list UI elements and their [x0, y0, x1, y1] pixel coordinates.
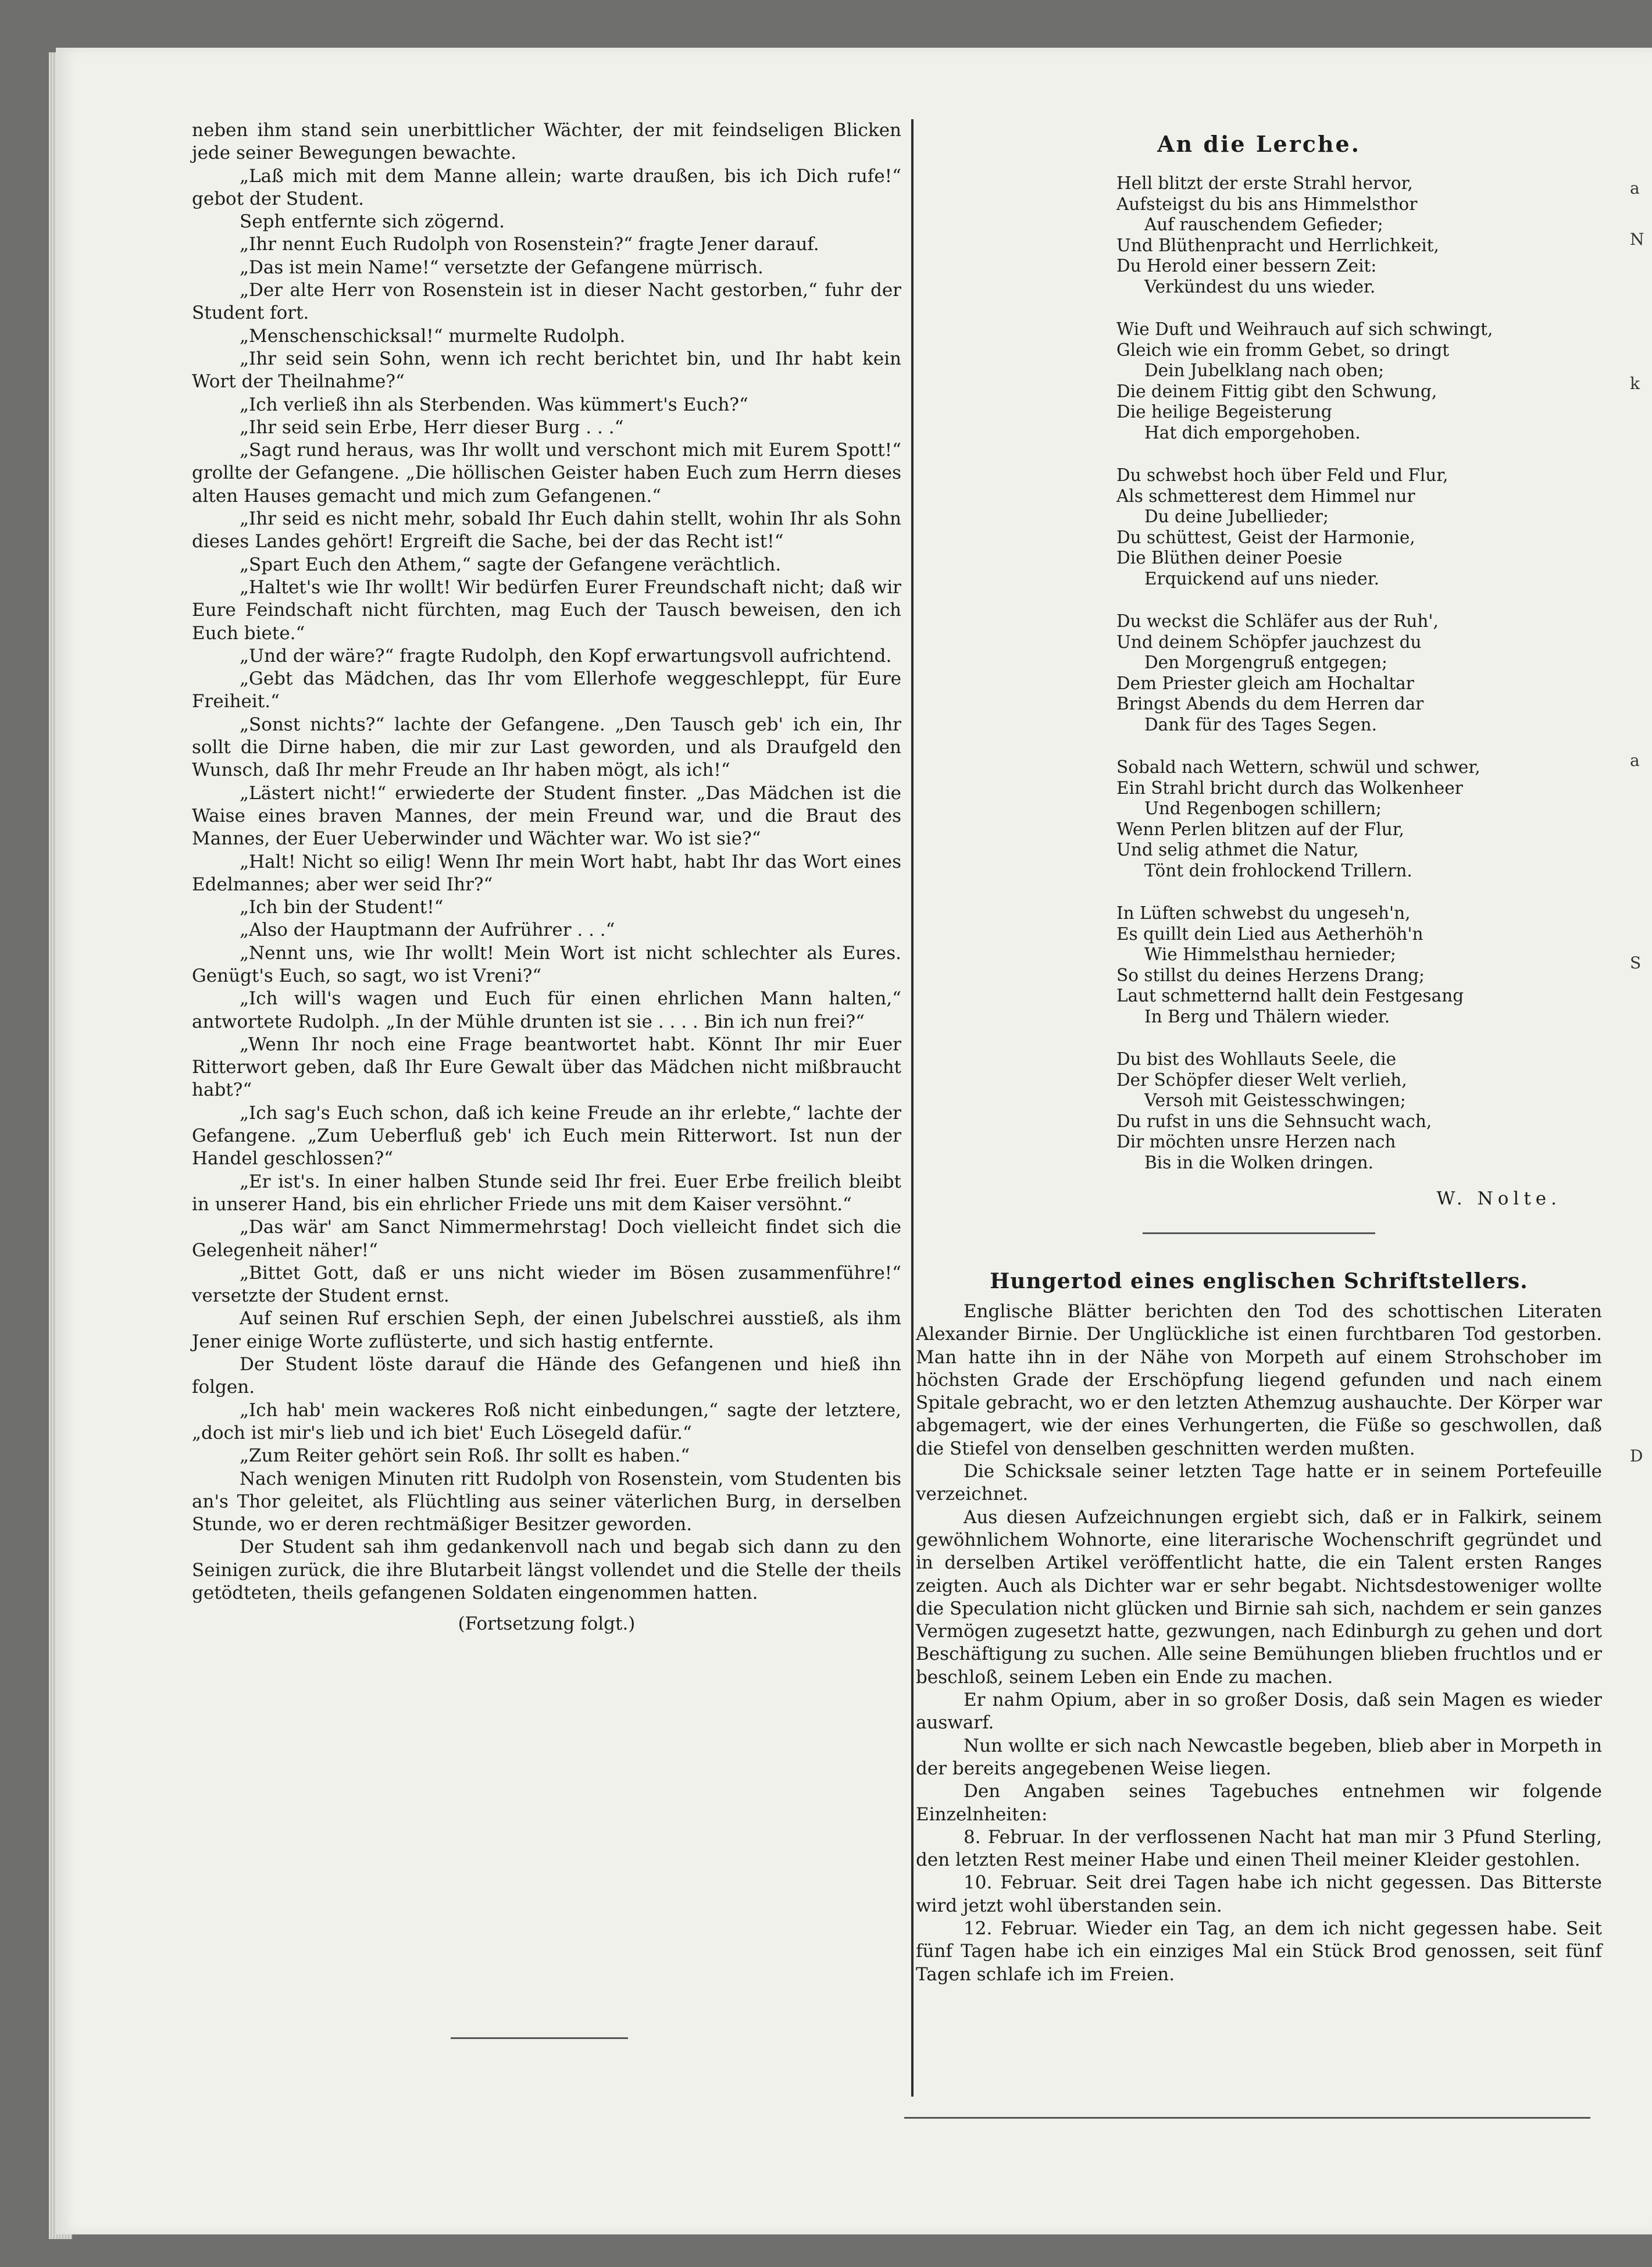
fragment-letter: S [1630, 953, 1642, 972]
poem-verse: Und Regenbogen schillern; [1144, 799, 1382, 818]
poem-stanza [1116, 757, 1602, 881]
poem-verse: Dem Priester gleich am Hochaltar [1116, 673, 1414, 693]
poem-verse: Und Blüthenpracht und Herrlichkeit, [1116, 235, 1439, 255]
poem-verse: Wie Himmelsthau hernieder; [1144, 944, 1396, 964]
poem-stanza [1116, 1049, 1602, 1173]
poem-verse: Du deine Jubellieder; [1144, 507, 1329, 526]
poem-verse: Aufsteigst du bis ans Himmelsthor [1116, 194, 1418, 214]
story-paragraph: „Sagt rund heraus, was Ihr wollt und verschont mich mit Eurem Spott!“ grollte der Gefangene. „Die höllischen Geister haben Euch zum Herrn dieses alten Hauses gemacht und mich zum Gefangenen.“ [192, 440, 901, 507]
story-paragraph: „Ich hab' mein wackeres Roß nicht einbedungen,“ sagte der letztere, „doch ist mir's lieb und ich biet' Euch Lösegeld dafür.“ [192, 1399, 901, 1443]
article-paragraph: Die Schicksale seiner letzten Tage hatte er in seinem Portefeuille verzeichnet. [916, 1461, 1602, 1505]
story-paragraph: „Laß mich mit dem Manne allein; warte draußen, bis ich Dich rufe!“ gebot der Student. [192, 165, 901, 209]
fragment-letter: a [1630, 751, 1640, 770]
poem-verse: Tönt dein frohlockend Trillern. [1144, 860, 1412, 881]
fragment-letter: D [1630, 1446, 1643, 1466]
story-paragraph: „Das ist mein Name!“ versetzte der Gefangene mürrisch. [240, 256, 763, 278]
continued-note: (Fortsetzung folgt.) [458, 1613, 636, 1635]
story-paragraph: „Ich bin der Student!“ [240, 897, 444, 918]
story-paragraph: Der Student sah ihm gedankenvoll nach und begab sich dann zu den Seinigen zurück, die ihre Blutarbeit längst vollendet und die Stelle der theils getödteten, theils gefangenen Soldaten eingenommen hatten. [192, 1537, 901, 1603]
story-paragraph: „Lästert nicht!“ erwiederte der Student finster. „Das Mädchen ist die Waise eines braven Mannes, der mein Freund war, und die Braut des Mannes, der Euer Ueberwinder und Wächter war. Wo ist sie?“ [192, 782, 901, 850]
poem-verse: Du weckst die Schläfer aus der Ruh', [1116, 611, 1439, 631]
story-paragraph: „Bittet Gott, daß er uns nicht wieder im Bösen zusammenführe!“ versetzte der Student ernst. [192, 1262, 901, 1307]
poem-verse: Du Herold einer bessern Zeit: [1116, 256, 1377, 276]
poem-verse: Dank für des Tages Segen. [1144, 714, 1377, 735]
story-paragraph: „Spart Euch den Athem,“ sagte der Gefangene verächtlich. [240, 554, 782, 575]
right-column [916, 131, 1602, 1986]
poem-verse: Versoh mit Geistesschwingen; [1144, 1090, 1406, 1110]
poem-verse: Du bist des Wohllauts Seele, die [1116, 1049, 1397, 1069]
story-paragraph: „Der alte Herr von Rosenstein ist in dieser Nacht gestorben,“ fuhr der Student fort. [192, 280, 901, 324]
poem-verse: Ein Strahl bricht durch das Wolkenheer [1116, 778, 1463, 798]
story-paragraph: „Gebt das Mädchen, das Ihr vom Ellerhofe weggeschleppt, für Eure Freiheit.“ [192, 668, 901, 712]
story-paragraph: „Ihr nennt Euch Rudolph von Rosenstein?“ fragte Jener darauf. [240, 234, 819, 255]
poem-verse: In Lüften schwebst du ungeseh'n, [1116, 903, 1411, 923]
story-paragraph: Auf seinen Ruf erschien Seph, der einen Jubelschrei ausstieß, als ihm Jener einige Worte zuflüsterte, und sich hastig entfernte. [192, 1308, 901, 1352]
left-column [192, 119, 901, 1636]
story-paragraph: „Nennt uns, wie Ihr wollt! Mein Wort ist nicht schlechter als Eures. Genügt's Euch, so sagt, wo ist Vreni?“ [192, 942, 901, 986]
article-paragraph: Aus diesen Aufzeichnungen ergiebt sich, daß er in Falkirk, seinem gewöhnlichem Wohnorte, eine literarische Wochenschrift gegründet und in derselben Artikel veröffentlicht hatte, die ein Talent ersten Ranges zeigten. Auch als Dichter war er sehr begabt. Nichtsdestoweniger wollte die Speculation nicht glücken und Birnie sah sich, nachdem er sein ganzes Vermögen zugesetzt hatte, gezwungen, nach Edinburgh zu gehen und dort Beschäftigung zu suchen. Alle seine Bemühungen blieben fruchtlos und er beschloß, seinem Leben ein Ende zu machen. [916, 1506, 1602, 1688]
section-end-rule [451, 2037, 628, 2039]
poem-verse: Die Blüthen deiner Poesie [1116, 548, 1343, 568]
poem-verse: Erquickend auf uns nieder. [1144, 568, 1379, 589]
story-paragraph: „Ich verließ ihn als Sterbenden. Was kümmert's Euch?“ [240, 394, 748, 415]
poem-verse: Gleich wie ein fromm Gebet, so dringt [1116, 340, 1450, 360]
poem-verse: Du schwebst hoch über Feld und Flur, [1116, 465, 1448, 485]
bottom-rule [904, 2117, 1590, 2119]
article-title: Hungertod eines englischen Schriftstellers. [990, 1269, 1528, 1293]
section-rule [1143, 1232, 1375, 1234]
article-paragraph: Englische Blätter berichten den Tod des schottischen Literaten Alexander Birnie. Der Unglückliche ist einen furchtbaren Tod gestorben. Man hatte ihn in der Nähe von Morpeth auf einem Strohschober im höchsten Grade der Erschöpfung liegend gefunden und nach einem Spitale gebracht, wo er den letzten Athemzug aushauchte. Der Körper war abgemagert, wie der eines Verhungerten, die Füße so geschwollen, daß die Stiefel von denselben geschnitten werden mußten. [916, 1301, 1602, 1459]
poem-verse: Als schmetterest dem Himmel nur [1116, 486, 1415, 506]
story-paragraph: „Ihr seid es nicht mehr, sobald Ihr Euch dahin stellt, wohin Ihr als Sohn dieses Landes gehört! Ergreift die Sache, bei der das Recht ist!“ [192, 508, 901, 553]
poem-verse: Bis in die Wolken dringen. [1144, 1152, 1373, 1172]
story-paragraph: „Er ist's. In einer halben Stunde seid Ihr frei. Euer Erbe freilich bleibt in unserer Hand, bis ein ehrlicher Friede uns mit dem Kaiser versöhnt.“ [192, 1171, 901, 1215]
story-paragraph: „Ich sag's Euch schon, daß ich keine Freude an ihr erlebte,“ lachte der Gefangene. „Zum Ueberfluß geb' ich Euch mein Ritterwort. Ist nun der Handel geschlossen?“ [192, 1102, 901, 1170]
story-paragraph: „Menschenschicksal!“ murmelte Rudolph. [240, 325, 626, 347]
poem-stanza [1116, 465, 1602, 589]
story-paragraph: neben ihm stand sein unerbittlicher Wächter, der mit feindseligen Blicken jede seiner Bewegungen bewachte. [192, 120, 901, 164]
story-paragraph: „Ihr seid sein Sohn, wenn ich recht berichtet bin, und Ihr habt kein Wort der Theilnahme?“ [192, 348, 901, 393]
poem-verse: Die heilige Begeisterung [1116, 402, 1332, 422]
poem-verse: Du rufst in uns die Sehnsucht wach, [1116, 1111, 1432, 1131]
poem-verse: Dir möchten unsre Herzen nach [1116, 1132, 1396, 1152]
story-paragraph: Der Student löste darauf die Hände des Gefangenen und hieß ihn folgen. [192, 1354, 901, 1398]
poem-verse: Du schüttest, Geist der Harmonie, [1116, 527, 1415, 547]
poem-stanza [1116, 611, 1602, 735]
story-paragraph: Seph entfernte sich zögernd. [240, 211, 505, 233]
poem-title: An die Lerche. [1157, 131, 1361, 157]
poem-verse: Der Schöpfer dieser Welt verlieh, [1116, 1070, 1407, 1090]
story-paragraph: „Also der Hauptmann der Aufrührer . . .“ [240, 919, 615, 941]
poem-verse: Es quillt dein Lied aus Aetherhöh'n [1116, 924, 1423, 944]
story-paragraph: Nach wenigen Minuten ritt Rudolph von Rosenstein, vom Studenten bis an's Thor geleitet, als Flüchtling aus seiner väterlichen Burg, in derselben Stunde, wo er deren rechtmäßiger Besitzer geworden. [192, 1468, 901, 1535]
diary-entry: 12. Februar. Wieder ein Tag, an dem ich nicht gegessen habe. Seit fünf Tagen habe ich ein einziges Mal ein Stück Brod genossen, seit fünf Tagen schlafe ich im Freien. [916, 1918, 1602, 1985]
poem-verse: Wie Duft und Weihrauch auf sich schwingt, [1116, 319, 1493, 339]
poem-stanza [1116, 319, 1602, 443]
poem-verse: Dein Jubelklang nach oben; [1144, 361, 1385, 380]
fragment-letter: a [1630, 179, 1640, 198]
poem-verse: Hell blitzt der erste Strahl hervor, [1116, 173, 1413, 193]
poem-verse: Hat dich emporgehoben. [1144, 422, 1361, 443]
adjacent-page-fragments [1630, 174, 1652, 1470]
fragment-letter: k [1630, 374, 1640, 393]
poem-author: W. Nolte. [1436, 1188, 1561, 1209]
poem-verse: Wenn Perlen blitzen auf der Flur, [1116, 819, 1404, 839]
story-paragraph: „Wenn Ihr noch eine Frage beantwortet habt. Könnt Ihr mir Euer Ritterwort geben, daß Ihr Eure Gewalt über das Mädchen nicht mißbraucht habt?“ [192, 1033, 901, 1101]
story-paragraph: „Ihr seid sein Erbe, Herr dieser Burg . . .“ [240, 416, 624, 438]
article-paragraph: Den Angaben seines Tagebuches entnehmen wir folgende Einzelnheiten: [916, 1781, 1602, 1825]
story-paragraph: „Und der wäre?“ fragte Rudolph, den Kopf erwartungsvoll aufrichtend. [240, 645, 892, 666]
story-paragraph: „Sonst nichts?“ lachte der Gefangene. „Den Tausch geb' ich ein, Ihr sollt die Dirne haben, die mir zur Last geworden, und als Draufgeld den Wunsch, daß Ihr mehr Freude an Ihr haben mögt, als ich!“ [192, 714, 901, 781]
poem-verse: Laut schmetternd hallt dein Festgesang [1116, 986, 1464, 1006]
article-paragraph: Er nahm Opium, aber in so großer Dosis, daß sein Magen es wieder auswarf. [916, 1689, 1602, 1734]
fragment-letter: N [1630, 230, 1644, 249]
diary-entry: 10. Februar. Seit drei Tagen habe ich nicht gegessen. Das Bitterste wird jetzt wohl überstanden sein. [916, 1872, 1602, 1916]
poem-verse: Die deinem Fittig gibt den Schwung, [1116, 381, 1437, 401]
poem-verse: Und selig athmet die Natur, [1116, 840, 1359, 860]
column-divider [911, 119, 914, 2097]
poem-stanza [1116, 173, 1602, 297]
poem-verse: Und deinem Schöpfer jauchzest du [1116, 632, 1422, 652]
poem-stanza [1116, 903, 1602, 1027]
story-paragraph: „Das wär' am Sanct Nimmermehrstag! Doch vielleicht findet sich die Gelegenheit näher!“ [192, 1217, 901, 1261]
poem-verse: Auf rauschendem Gefieder; [1144, 215, 1383, 234]
diary-entry: 8. Februar. In der verflossenen Nacht hat man mir 3 Pfund Sterling, den letzten Rest meiner Habe und einen Theil meiner Kleider gestohlen. [916, 1826, 1602, 1871]
article-paragraph: Nun wollte er sich nach Newcastle begeben, blieb aber in Morpeth in der bereits angegebenen Weise liegen. [916, 1735, 1602, 1779]
poem-verse: Den Morgengruß entgegen; [1144, 653, 1387, 672]
poem-verse: Bringst Abends du dem Herren dar [1116, 694, 1424, 714]
poem-verse: Sobald nach Wettern, schwül und schwer, [1116, 757, 1480, 777]
story-paragraph: „Halt! Nicht so eilig! Wenn Ihr mein Wort habt, habt Ihr das Wort eines Edelmannes; aber wer seid Ihr?“ [192, 851, 901, 895]
poem-verse: So stillst du deines Herzens Drang; [1116, 965, 1425, 985]
poem-verse: Verkündest du uns wieder. [1144, 276, 1376, 297]
story-paragraph: „Zum Reiter gehört sein Roß. Ihr sollt es haben.“ [240, 1445, 690, 1467]
story-paragraph: „Haltet's wie Ihr wollt! Wir bedürfen Eurer Freundschaft nicht; daß wir Eure Feindschaft nicht fürchten, mag Euch der Tausch beweisen, den ich Euch biete.“ [192, 576, 901, 644]
story-paragraph: „Ich will's wagen und Euch für einen ehrlichen Mann halten,“ antwortete Rudolph. „In der Mühle drunten ist sie . . . . Bin ich nun frei?“ [192, 988, 901, 1032]
poem-verse: In Berg und Thälern wieder. [1144, 1006, 1390, 1026]
